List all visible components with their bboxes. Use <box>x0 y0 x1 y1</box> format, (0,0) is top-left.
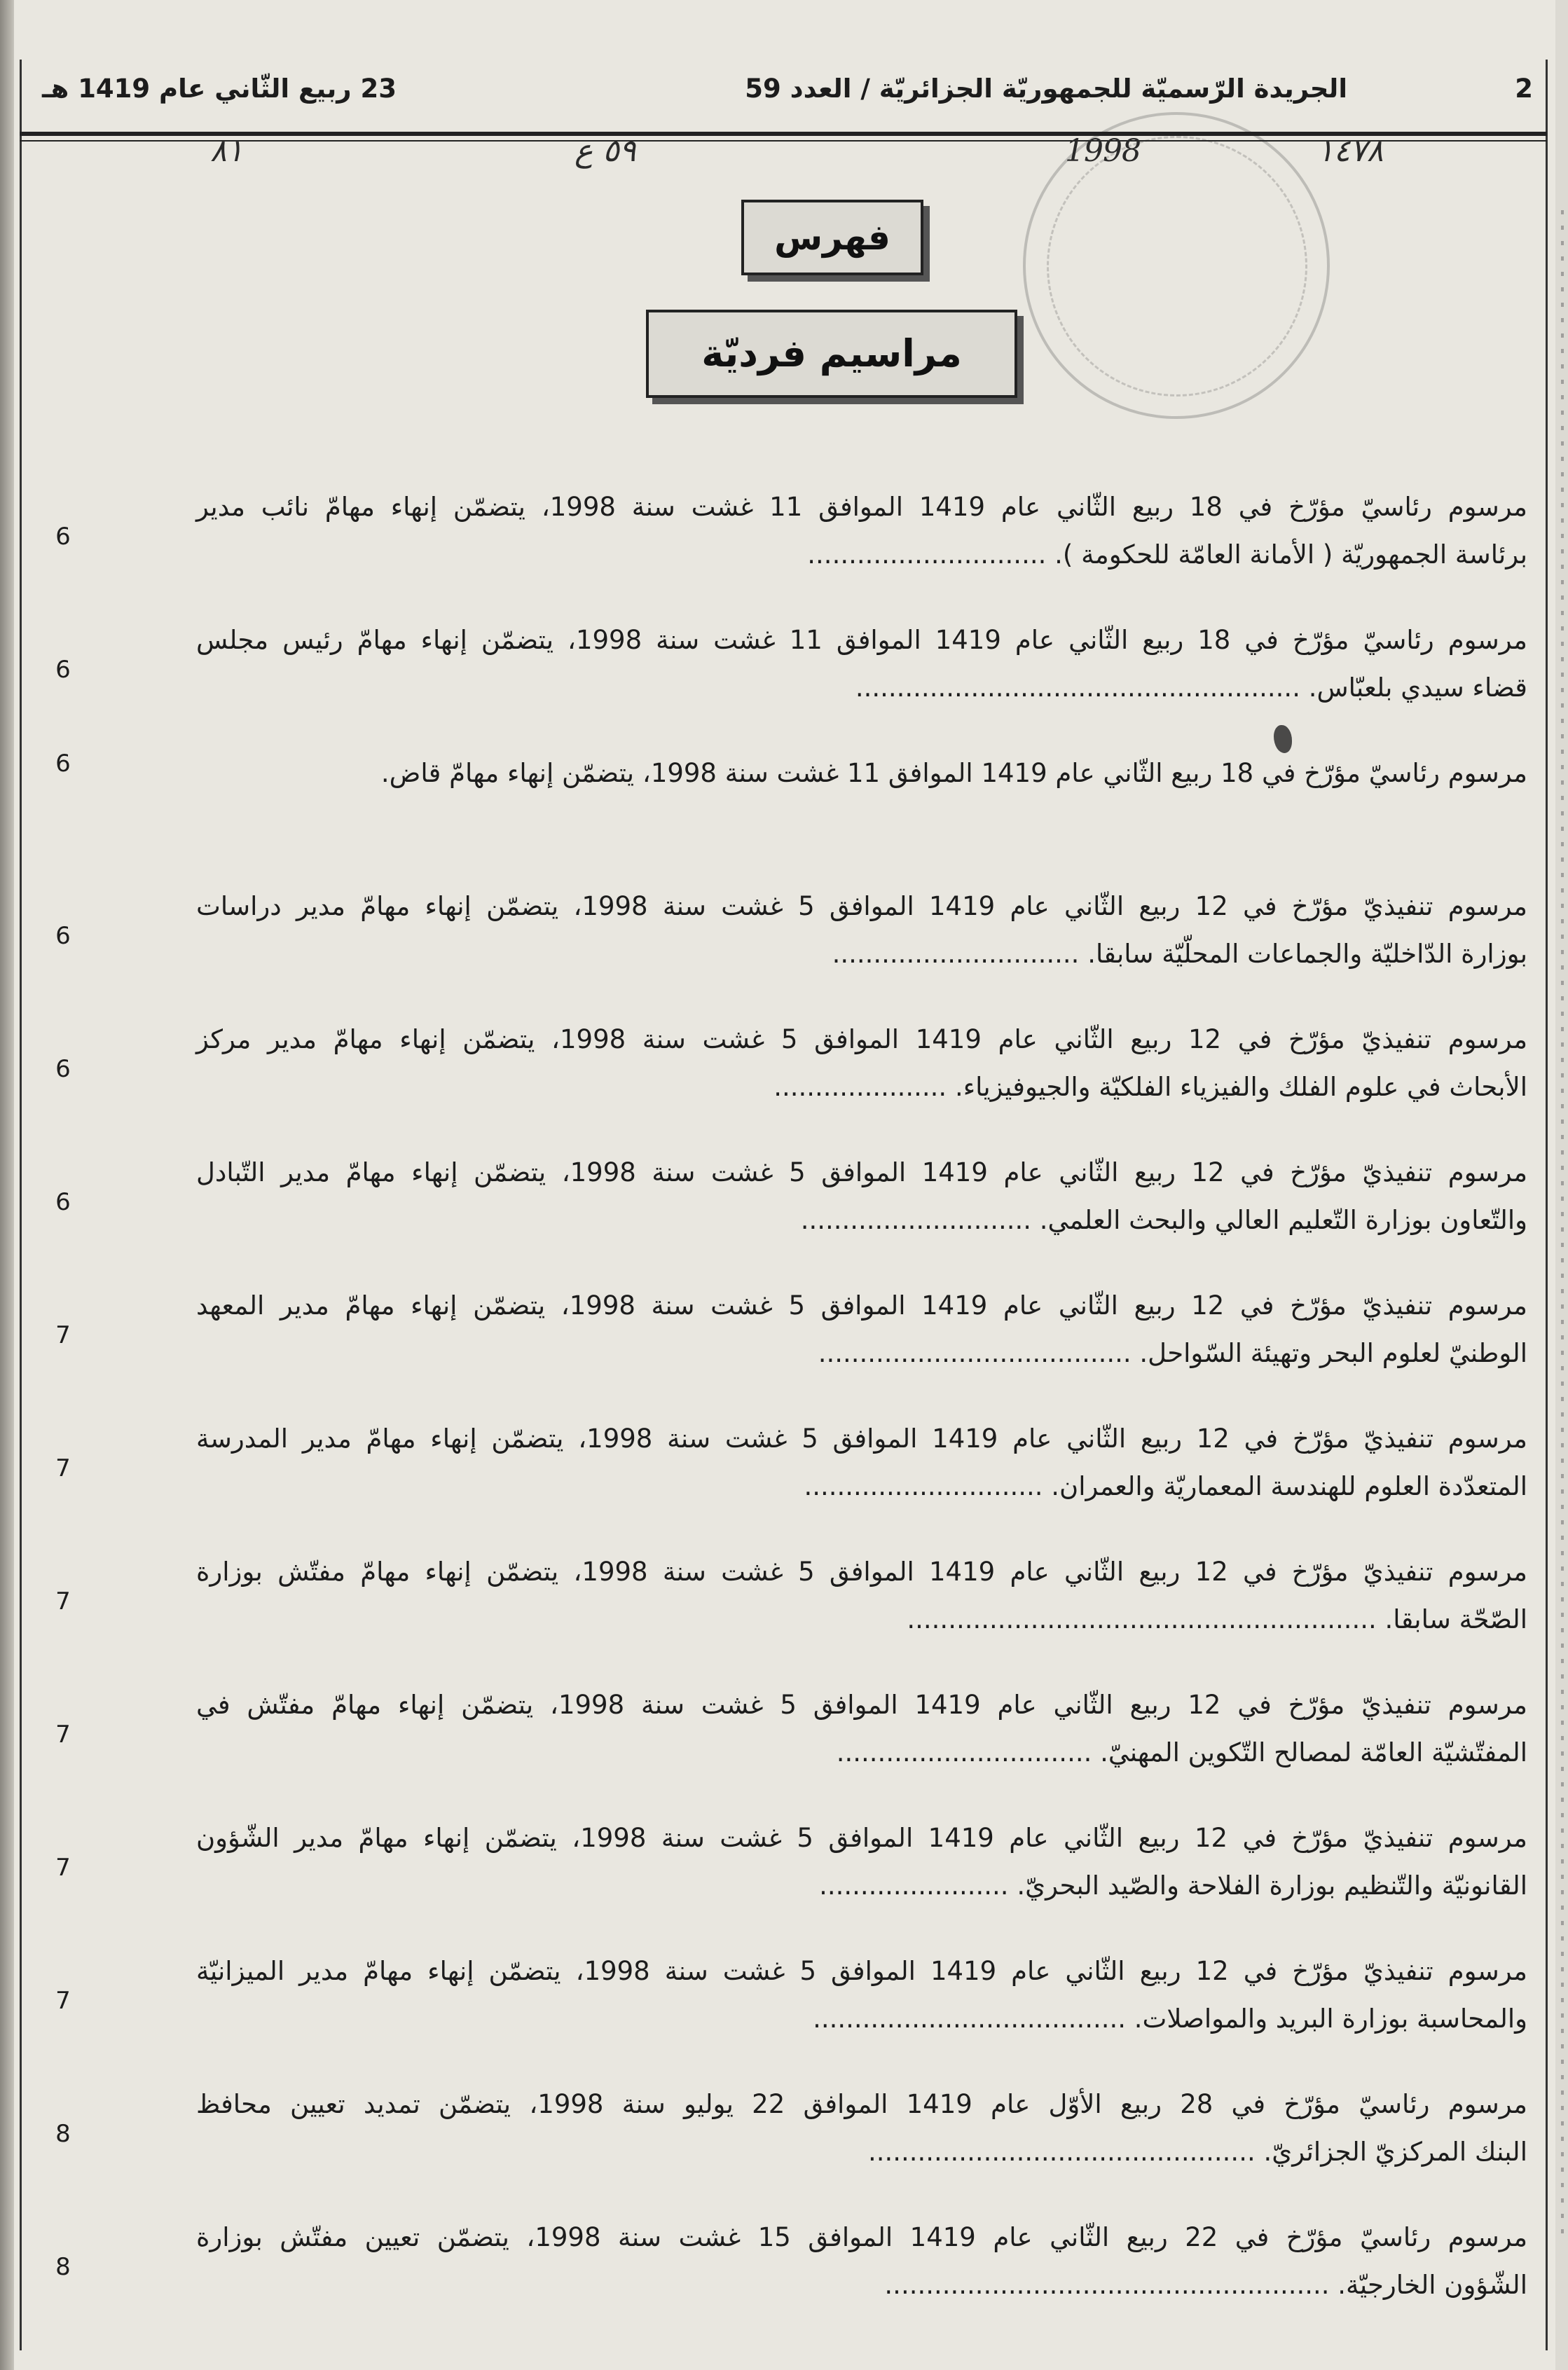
entry-text <box>196 616 1527 712</box>
entry-line-1: مرسوم تنفيذيّ مؤرّخ في 12 ربيع الثّاني عام 1419 الموافق 5 غشت سنة 1998، يتضمّن إنهاء مهامّ مدير الميزانيّة <box>196 1956 1527 1986</box>
page-edge-marks <box>1561 210 1564 2242</box>
entry-line-2: والتّعاون بوزارة التّعليم العالي والبحث العلمي. <box>1039 1205 1527 1235</box>
entry-line-1: مرسوم تنفيذيّ مؤرّخ في 12 ربيع الثّاني عام 1419 الموافق 5 غشت سنة 1998، يتضمّن إنهاء مهامّ مدير التّبادل <box>196 1157 1528 1187</box>
entry-text <box>196 2081 1527 2176</box>
entry-page-number: 6 <box>55 523 71 551</box>
leader-dots: ............................ <box>800 1205 1040 1235</box>
leader-dots: ............................... <box>836 1737 1101 1768</box>
handwritten-note-middle: ٥٩ ع <box>575 133 636 169</box>
entry-line-1: مرسوم تنفيذيّ مؤرّخ في 12 ربيع الثّاني عام 1419 الموافق 5 غشت سنة 1998، يتضمّن إنهاء مهامّ مدير الشّؤون <box>196 1823 1527 1853</box>
entry-line-1: مرسوم رئاسيّ مؤرّخ في 22 ربيع الثّاني عام 1419 الموافق 15 غشت سنة 1998، يتضمّن تعيين مفتّش بوزارة <box>196 2222 1528 2252</box>
entry-line-1: مرسوم رئاسيّ مؤرّخ في 28 ربيع الأوّل عام 1419 الموافق 22 يوليو سنة 1998، يتضمّن تمديد تعيين محافظ <box>196 2089 1527 2119</box>
entry-page-number: 6 <box>55 1188 71 1216</box>
leader-dots: ............................................... <box>867 2137 1264 2167</box>
entry-text <box>196 1814 1527 1910</box>
entry-page-number: 6 <box>55 1055 71 1083</box>
entry-line-2: الوطنيّ لعلوم البحر وتهيئة السّواحل. <box>1139 1338 1527 1368</box>
entry-line-2: الأبحاث في علوم الفلك والفيزياء الفلكيّة والجيوفيزياء. <box>954 1072 1527 1102</box>
leader-dots: ...................................... <box>818 1338 1140 1368</box>
leader-dots: ...................................................... <box>855 673 1309 703</box>
entry-page-number: 8 <box>55 2253 71 2281</box>
leader-dots: ..................... <box>773 1072 955 1102</box>
entry-line-1: مرسوم تنفيذيّ مؤرّخ في 12 ربيع الثّاني عام 1419 الموافق 5 غشت سنة 1998، يتضمّن إنهاء مهامّ مدير المعهد <box>196 1290 1527 1321</box>
entry-page-number: 7 <box>55 1854 71 1882</box>
entry-line-2: والمحاسبة بوزارة البريد والمواصلات. <box>1134 2004 1527 2034</box>
leader-dots: ............................. <box>807 539 1055 570</box>
leader-dots: ...................................................... <box>884 2270 1338 2300</box>
leader-dots: .............................. <box>832 939 1088 969</box>
entry-page-number: 6 <box>55 656 71 684</box>
leader-dots: ......................................................... <box>907 1604 1385 1634</box>
entry-page-number: 8 <box>55 2120 71 2148</box>
entry-line-1: مرسوم رئاسيّ مؤرّخ في 18 ربيع الثّاني عام 1419 الموافق 11 غشت سنة 1998، يتضمّن إنهاء مهامّ قاض. <box>380 758 1527 788</box>
entry-line-2: بوزارة الدّاخليّة والجماعات المحلّيّة سابقا. <box>1087 939 1527 969</box>
entry-text <box>196 750 1527 797</box>
entry-text <box>196 1016 1527 1111</box>
entry-page-number: 7 <box>55 1721 71 1749</box>
entry-page-number: 7 <box>55 1321 71 1349</box>
entry-page-number: 6 <box>55 922 71 950</box>
issue-date: 23 ربيع الثّاني عام 1419 هـ <box>42 74 397 104</box>
entry-line-1: مرسوم تنفيذيّ مؤرّخ في 12 ربيع الثّاني عام 1419 الموافق 5 غشت سنة 1998، يتضمّن إنهاء مهامّ مفتّش بوزارة <box>196 1557 1527 1587</box>
section-title: مراسيم فرديّة <box>646 310 1017 398</box>
entry-line-2: الشّؤون الخارجيّة. <box>1337 2270 1527 2300</box>
leader-dots: ............................. <box>804 1471 1052 1501</box>
entry-line-1: مرسوم رئاسيّ مؤرّخ في 18 ربيع الثّاني عام 1419 الموافق 11 غشت سنة 1998، يتضمّن إنهاء مهامّ نائب مدير <box>196 492 1527 522</box>
entry-line-2: قضاء سيدي بلعبّاس. <box>1308 673 1527 703</box>
entry-text <box>196 1149 1527 1244</box>
entry-page-number: 6 <box>55 750 71 778</box>
entry-line-2: المفتّشيّة العامّة لمصالح التّكوين المهنيّ. <box>1100 1737 1527 1768</box>
entry-page-number: 7 <box>55 1587 71 1615</box>
entry-line-1: مرسوم تنفيذيّ مؤرّخ في 12 ربيع الثّاني عام 1419 الموافق 5 غشت سنة 1998، يتضمّن إنهاء مهامّ مدير دراسات <box>196 891 1527 921</box>
leader-dots: ...................................... <box>813 2004 1134 2034</box>
entry-line-2: برئاسة الجمهوريّة ( الأمانة العامّة للحكومة ). <box>1054 539 1527 570</box>
entry-line-2: البنك المركزيّ الجزائريّ. <box>1263 2137 1527 2167</box>
entry-text <box>196 1681 1527 1777</box>
journal-title: الجريدة الرّسميّة للجمهوريّة الجزائريّة / العدد 59 <box>745 74 1347 104</box>
entry-text <box>196 1948 1527 2043</box>
entry-text <box>196 483 1527 579</box>
index-title: فهرس <box>741 200 923 275</box>
handwritten-year: 1998 <box>1065 133 1141 169</box>
entry-page-number: 7 <box>55 1987 71 2015</box>
handwritten-note-left: ٨١ <box>210 133 244 169</box>
entry-text <box>196 1548 1527 1644</box>
entry-page-number: 7 <box>55 1454 71 1482</box>
entry-text <box>196 2214 1527 2309</box>
page-number: 2 <box>1515 74 1533 104</box>
entry-line-1: مرسوم تنفيذيّ مؤرّخ في 12 ربيع الثّاني عام 1419 الموافق 5 غشت سنة 1998، يتضمّن إنهاء مهامّ مدير المدرسة <box>196 1424 1527 1454</box>
entry-text <box>196 883 1527 978</box>
leader-dots: ....................... <box>819 1870 1017 1901</box>
entry-line-1: مرسوم تنفيذيّ مؤرّخ في 12 ربيع الثّاني عام 1419 الموافق 5 غشت سنة 1998، يتضمّن إنهاء مهامّ مدير مركز <box>196 1024 1528 1054</box>
entry-text <box>196 1282 1527 1377</box>
handwritten-note-right: ١٤٧٨ <box>1317 133 1384 169</box>
entry-line-2: الصّحّة سابقا. <box>1384 1604 1527 1634</box>
entry-line-2: القانونيّة والتّنظيم بوزارة الفلاحة والصّيد البحريّ. <box>1017 1870 1527 1901</box>
entry-line-1: مرسوم رئاسيّ مؤرّخ في 18 ربيع الثّاني عام 1419 الموافق 11 غشت سنة 1998، يتضمّن إنهاء مهامّ رئيس مجلس <box>196 625 1528 655</box>
entry-line-1: مرسوم تنفيذيّ مؤرّخ في 12 ربيع الثّاني عام 1419 الموافق 5 غشت سنة 1998، يتضمّن إنهاء مهامّ مفتّش في <box>196 1690 1527 1720</box>
entry-line-2: المتعدّدة العلوم للهندسة المعماريّة والعمران. <box>1051 1471 1527 1501</box>
page-header <box>28 60 1540 123</box>
entry-text <box>196 1415 1527 1510</box>
